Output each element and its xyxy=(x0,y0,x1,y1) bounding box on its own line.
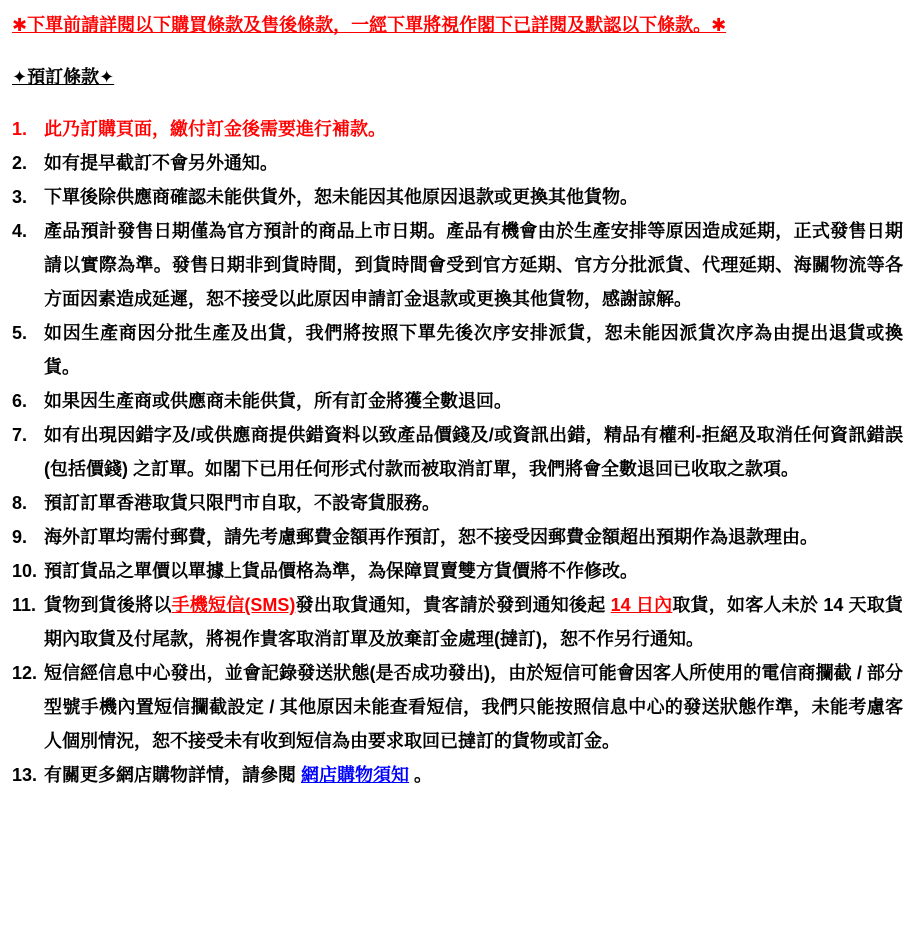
term-text: 如果因生產商或供應商未能供貨，所有訂金將獲全數退回。 xyxy=(44,391,512,411)
term-number: 3. xyxy=(12,187,28,207)
sms-notice-highlight: 手機短信(SMS) xyxy=(171,595,296,615)
term-text: 如有提早截訂不會另外通知。 xyxy=(44,153,278,173)
term-text: 短信經信息中心發出，並會記錄發送狀態(是否成功發出)，由於短信可能會因客人所使用的電信商攔截 / 部分型號手機內置短信攔截設定 / 其他原因未能查看短信，我們只能按照信息中心的發送狀態作準，未能考慮客人個別情況，恕不接受未有收到短信為由要求取回已撻訂的貨物或訂金。 xyxy=(44,663,903,751)
term-item-1 xyxy=(12,112,903,146)
term-text-segment: 取貨，如客人未於 14 天取貨期內取貨及付尾款，將視作貴客取消訂單及放棄訂金處理(撻訂)，恕不作另行通知。 xyxy=(44,595,904,649)
term-item-8 xyxy=(12,486,903,520)
term-number: 6. xyxy=(12,391,28,411)
term-text: 如有出現因錯字及/或供應商提供錯資料以致產品價錢及/或資訊出錯，精品有權利-拒絕及取消任何資訊錯誤(包括價錢) 之訂單。如閣下已用任何形式付款而被取消訂單，我們將會全數退回已收取之款項。 xyxy=(44,425,903,479)
terms-list xyxy=(12,112,903,792)
term-text: 如因生產商因分批生產及出貨，我們將按照下單先後次序安排派貨，恕未能因派貨次序為由提出退貨或換貨。 xyxy=(44,323,903,377)
term-text-segment: 。 xyxy=(409,765,433,785)
term-number: 7. xyxy=(12,425,28,445)
term-number: 10. xyxy=(12,561,38,581)
term-item-4 xyxy=(12,214,903,316)
pickup-deadline-highlight: 14 日內 xyxy=(610,595,673,615)
term-item-10 xyxy=(12,554,903,588)
term-text: 海外訂單均需付郵費，請先考慮郵費金額再作預訂，恕不接受因郵費金額超出預期作為退款理由。 xyxy=(44,527,818,547)
term-item-12 xyxy=(12,656,903,758)
term-number: 11. xyxy=(12,595,37,615)
term-text: 下單後除供應商確認未能供貨外，恕未能因其他原因退款或更換其他貨物。 xyxy=(44,187,638,207)
term-item-3 xyxy=(12,180,903,214)
term-number: 9. xyxy=(12,527,28,547)
term-text-segment: 有關更多網店購物詳情，請參閱 xyxy=(44,765,301,785)
term-text: 產品預計發售日期僅為官方預計的商品上市日期。產品有機會由於生產安排等原因造成延期，正式發售日期請以實際為準。發售日期非到貨時間，到貨時間會受到官方延期、官方分批派貨、代理延期、海關物流等各方面因素造成延遲，恕不接受以此原因申請訂金退款或更換其他貨物，感謝諒解。 xyxy=(44,221,903,309)
term-text: 此乃訂購頁面，繳付訂金後需要進行補款。 xyxy=(44,119,386,139)
term-item-11 xyxy=(12,588,903,656)
term-number: 8. xyxy=(12,493,28,513)
term-item-2 xyxy=(12,146,903,180)
term-number: 13. xyxy=(12,765,38,785)
term-text: 預訂貨品之單價以單據上貨品價格為準，為保障買賣雙方貨價將不作修改。 xyxy=(44,561,638,581)
page-title: ✱下單前請詳閱以下購買條款及售後條款，一經下單將視作閣下已詳閱及默認以下條款。✱ xyxy=(12,15,727,35)
term-text-segment: 發出取貨通知，貴客請於發到通知後起 xyxy=(295,595,611,615)
term-text: 預訂訂單香港取貨只限門市自取，不設寄貨服務。 xyxy=(44,493,440,513)
term-item-13 xyxy=(12,758,903,792)
term-text-segment: 貨物到貨後將以 xyxy=(44,595,172,615)
term-number: 1. xyxy=(12,119,28,139)
term-text xyxy=(44,765,432,785)
section-heading-preorder-terms: ✦預訂條款✦ xyxy=(12,67,115,87)
term-number: 4. xyxy=(12,221,28,241)
term-item-7 xyxy=(12,418,903,486)
term-number: 12. xyxy=(12,663,38,683)
term-item-6 xyxy=(12,384,903,418)
shop-guide-link[interactable]: 網店購物須知 xyxy=(301,765,409,785)
term-number: 5. xyxy=(12,323,28,343)
term-text xyxy=(44,595,903,649)
term-item-9 xyxy=(12,520,903,554)
term-number: 2. xyxy=(12,153,28,173)
term-item-5 xyxy=(12,316,903,384)
